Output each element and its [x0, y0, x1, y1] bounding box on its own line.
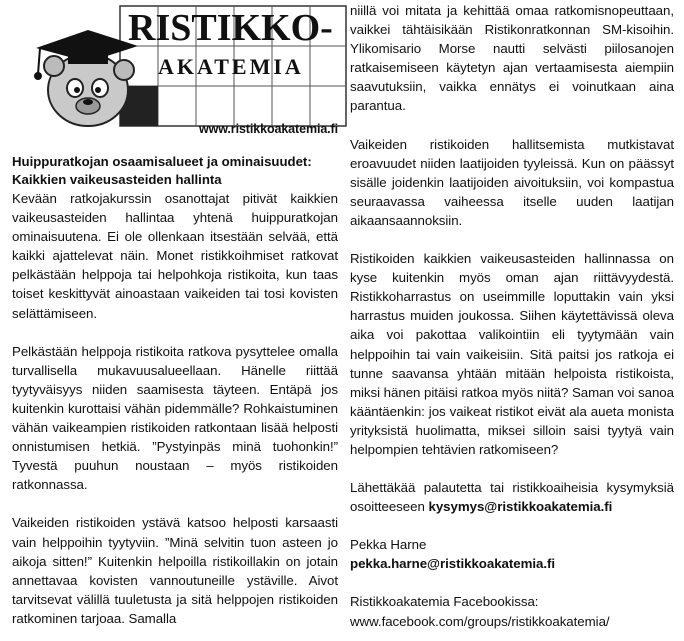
feedback-email-link[interactable]: kysymys@ristikkoakatemia.fi [428, 499, 613, 515]
logo-website-url[interactable]: www.ristikkoakatemia.fi [199, 122, 338, 136]
logo-word-akatemia: AKATEMIA [158, 54, 304, 79]
facebook-label: Ristikkoakatemia Facebookissa: [350, 594, 539, 610]
article-heading [12, 153, 338, 189]
facebook-url-link[interactable]: www.facebook.com/groups/ristikkoakatemia/ [350, 613, 610, 629]
facebook-info [350, 592, 674, 630]
right-paragraph-1: niillä voi mitata ja kehittää omaa ratkomisnopeuttaan, vaikkei tähtäisikään Ristikonratkonnan SM-kisoihin. Ylikomisario Morse nautti selvästi piilosanojen ratkaisemiseen käytetyn ajan vertaamisesta aiempiin saavutuksiin, vaikka ennätys ei voinutkaan aina parantua. [350, 3, 674, 114]
logo-word-ristikko: RISTIKKO- [128, 7, 333, 49]
left-column [12, 0, 338, 628]
author-name: Pekka Harne [350, 537, 427, 553]
heading-line-1: Huippuratkojan osaamisalueet ja ominaisuudet: [12, 154, 312, 169]
author-signature [350, 535, 674, 573]
author-email-link[interactable]: pekka.harne@ristikkoakatemia.fi [350, 556, 556, 572]
heading-line-2: Kaikkien vaikeusasteiden hallinta [12, 172, 222, 187]
left-paragraph-2: Pelkästään helppoja ristikoita ratkova pysyttelee omalla turvallisella mukavuusalueellaan. Hänelle riittää tyytyväisyys niiden saamisesta täyteen. Entäpä jos kuitenkin kurottaisi vähän pidemmälle? Rohkaistuminen vähän vaikeampien ristikoiden ratkontaan lisää helposti onnistumisen hetkiä. ”Pystyinpäs minä tuohonkin!” Tyvestä puuhun noustaan – myös ristikoiden ratkonnassa. [12, 343, 338, 493]
right-paragraph-3: Ristikoiden kaikkien vaikeusasteiden hallinnassa on kyse kuitenkin myös oman ajan riittävyydestä. Ristikkoharrastus on useimmille loputtakin vain yksi harrastus muiden joukossa. Siihen käytettävissä oleva aika voi pakottaa valikointiin eli tyytymään vain helppoihin tai vain vaikeisiin. Sitä paitsi jos ratkoja ei tunne saavansa yhtään mitään helpoista ristikoista, miksi hänen pitäisi ratkoa myös niitä? Saman voi sanoa kääntäenkin: jos vaikeat ristikot eivät ala aueta monista yrityksistä huolimatta, miksei silloin saisi tyytyä vain helpompien tehtävien ratkomiseen? [350, 251, 674, 457]
right-paragraph-2: Vaikeiden ristikoiden hallitsemista mutkistavat eroavuudet niiden laatijoiden tyyleissä. Kun on päässyt sisälle joidenkin laatijoiden aivoituksiin, voi kompastua seuraavassa vaiheessa itselle uuden laatijan aikaansaannoksiin. [350, 136, 674, 228]
feedback-text: Lähettäkää palautetta tai ristikkoaiheisia kysymyksiä osoitteeseen [350, 480, 674, 515]
feedback-paragraph [350, 478, 674, 516]
logo-area [12, 0, 338, 143]
ristikkoakatemia-logo [28, 4, 348, 137]
left-paragraph-1: Kevään ratkojakurssin osanottajat pitivät kaikkien vaikeusasteiden hallintaa yhtenä huippuratkojan ominaisuutena. Ei ole ollenkaan itsestään selvää, että kaikki ajattelevat näin. Monet ristikkoihmiset ratkovat pelkästään helppoja tai helpohkoja ristikoita, kun taas toiset keskittyvät ainoastaan vaikeiden tai tosi kovisten selättämiseen. [12, 191, 338, 321]
right-column [350, 0, 674, 631]
left-paragraph-3: Vaikeiden ristikoiden ystävä katsoo helposti karsaasti vain helppoihin tyytyviin. ”Minä selvitin tuon asteen jo aikoja sitten!” Kuitenkin helpoilla ristikoillakin on jotain annettavaa kovisten vannoutuneille ystäville. Aivot tarvitsevat välillä tuuletusta ja sitä helppojen ristikoiden ratkominen tarjoaa. Samalla [12, 515, 338, 626]
